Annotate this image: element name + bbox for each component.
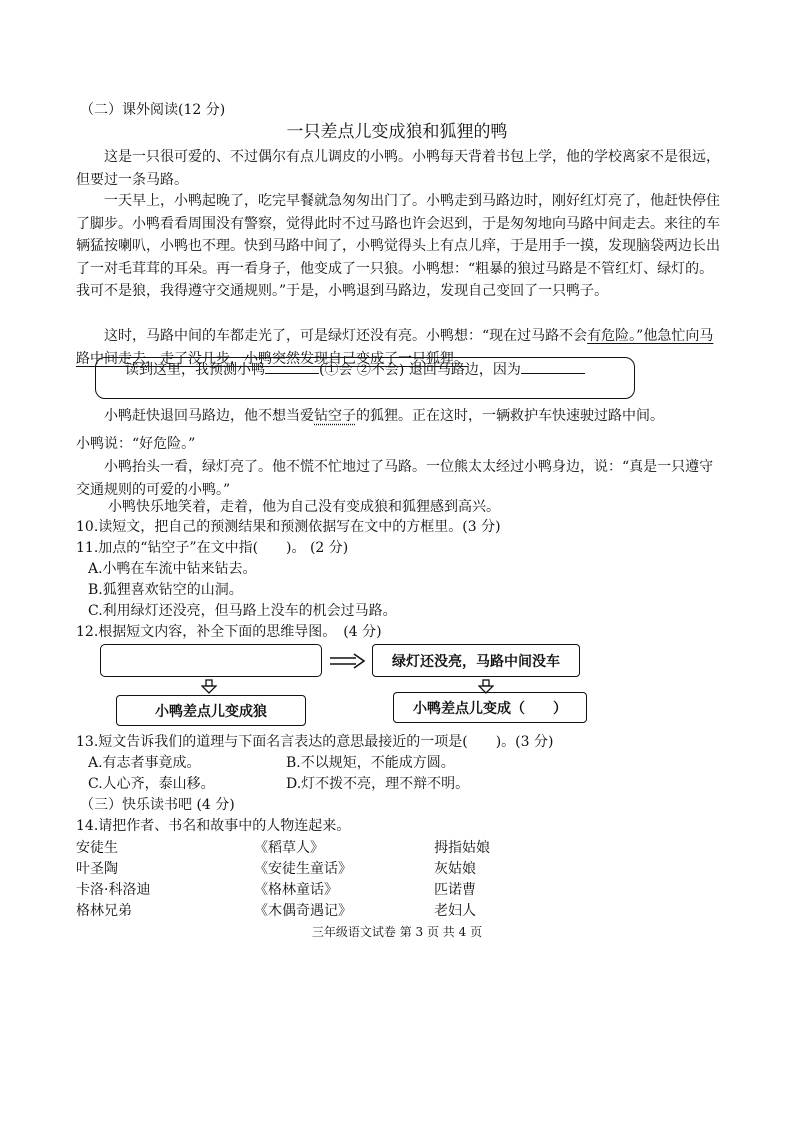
author-item[interactable]: 安徒生 [76,840,118,856]
prediction-options: (①会 ②不会) 退回马路边，因为 [319,362,521,378]
character-item[interactable]: 拇指姑娘 [434,840,490,856]
story-paragraph-5: 小鸭抬头一看，绿灯亮了。他不慌不忙地过了马路。一位熊太太经过小鸭身边，说：“真是一只遵守交通规则的可爱的小鸭。” [76,459,714,498]
duck-quote: 小鸭说：“好危险。” [76,436,196,452]
q11-option-b: B.狐狸喜欢钻空的山洞。 [88,582,243,598]
paragraph-3-underlined: 有危险。”他急忙向马路中间走去，走了没几步，小鸭突然发现自己变成了一只狐狸。 [76,328,714,367]
q11-option-a: A.小鸭在车流中钻来钻去。 [88,561,257,577]
q13-option-d: D.灯不拨不亮，理不辩不明。 [286,776,470,792]
story-paragraph-2: 一天早上，小鸭起晚了，吃完早餐就急匆匆出门了。小鸭走到马路边时，刚好红灯亮了，他赶快停住了脚步。小鸭看看周围没有警察，觉得此时不过马路也许会迟到，于是匆匆地向马路中间走去。来往的车辆猛按喇叭，小鸭也不理。快到马路中间了，小鸭觉得头上有点儿痒，于是用手一摸，发现脑袋两边长出了一对毛茸茸的耳朵。再一看身子，他变成了一只狼。小鸭想：“粗暴的狼过马路是不管红灯、绿灯的。我可不是狼，我得遵守交通规则。”于是，小鸭退到马路边，发现自己变回了一只鸭子。 [76,193,720,299]
mindmap-blank-box[interactable] [100,644,322,677]
story-paragraph-6: 小鸭快乐地笑着，走着，他为自己没有变成狼和狐狸感到高兴。 [108,499,500,515]
paragraph-3-text: 这时，马路中间的车都走光了，可是绿灯还没有亮。小鸭想：“现在过马路不会 [104,328,588,344]
paragraph-4-text-b: 的狐狸。正在这时，一辆救护车快速驶过路中间。 [356,408,664,424]
character-item[interactable]: 灰姑娘 [434,861,476,877]
prediction-line [125,360,585,380]
book-item[interactable]: 《安徒生童话》 [254,861,352,877]
mindmap-bottom-left: 小鸭差点儿变成狼 [116,695,306,726]
story-paragraph-4 [76,405,724,428]
book-item[interactable]: 《稻草人》 [254,840,324,856]
page-footer: 三年级语文试卷 第 3 页 共 4 页 [311,925,483,939]
book-item[interactable]: 《格林童话》 [254,882,338,898]
q13-option-c: C.人心齐，泰山移。 [88,776,215,792]
prediction-blank-1[interactable] [265,373,319,374]
story-paragraph-1: 这是一只很可爱的、不过偶尔有点儿调皮的小鸭。小鸭每天背着书包上学，他的学校离家不是很远，但要过一条马路。 [76,149,720,188]
mindmap-top-right: 绿灯还没亮，马路中间没车 [372,644,580,677]
prediction-prefix: 读到这里，我预测小鸭 [125,362,265,378]
story-title: 一只差点儿变成狼和狐狸的鸭 [286,122,508,142]
question-12: 12.根据短文内容，补全下面的思维导图。 (4 分) [76,624,382,640]
section-heading: （三）快乐读书吧 (4 分) [80,797,235,813]
q13-option-b: B.不以规矩，不能成方圆。 [286,755,455,771]
book-item[interactable]: 《木偶奇遇记》 [254,903,352,919]
author-item[interactable]: 格林兄弟 [76,903,132,919]
author-item[interactable]: 叶圣陶 [76,861,118,877]
paragraph-4-text-a: 小鸭赶快退回马路边，他不想当爱 [104,408,314,424]
mindmap-bottom-right[interactable]: 小鸭差点儿变成（ ） [393,692,587,723]
question-13: 13.短文告诉我们的道理与下面名言表达的意思最接近的一项是( )。(3 分) [76,734,554,750]
arrow-down-icon [201,679,217,695]
character-item[interactable]: 匹诺曹 [434,882,476,898]
prediction-blank-2[interactable] [521,373,585,374]
dotted-word: 钻空子 [314,408,356,424]
question-14: 14.请把作者、书名和故事中的人物连起来。 [76,818,351,834]
author-item[interactable]: 卡洛·科洛迪 [76,882,151,898]
section-heading: （二）课外阅读(12 分) [80,102,226,118]
double-arrow-right-icon [328,652,368,670]
q13-option-a: A.有志者事竟成。 [88,755,201,771]
q11-option-c: C.利用绿灯还没亮，但马路上没车的机会过马路。 [88,603,397,619]
question-10: 10.读短文，把自己的预测结果和预测依据写在文中的方框里。(3 分) [76,519,501,535]
character-item[interactable]: 老妇人 [434,903,476,919]
question-11: 11.加点的“钻空子”在文中指( )。 (2 分) [76,540,349,556]
